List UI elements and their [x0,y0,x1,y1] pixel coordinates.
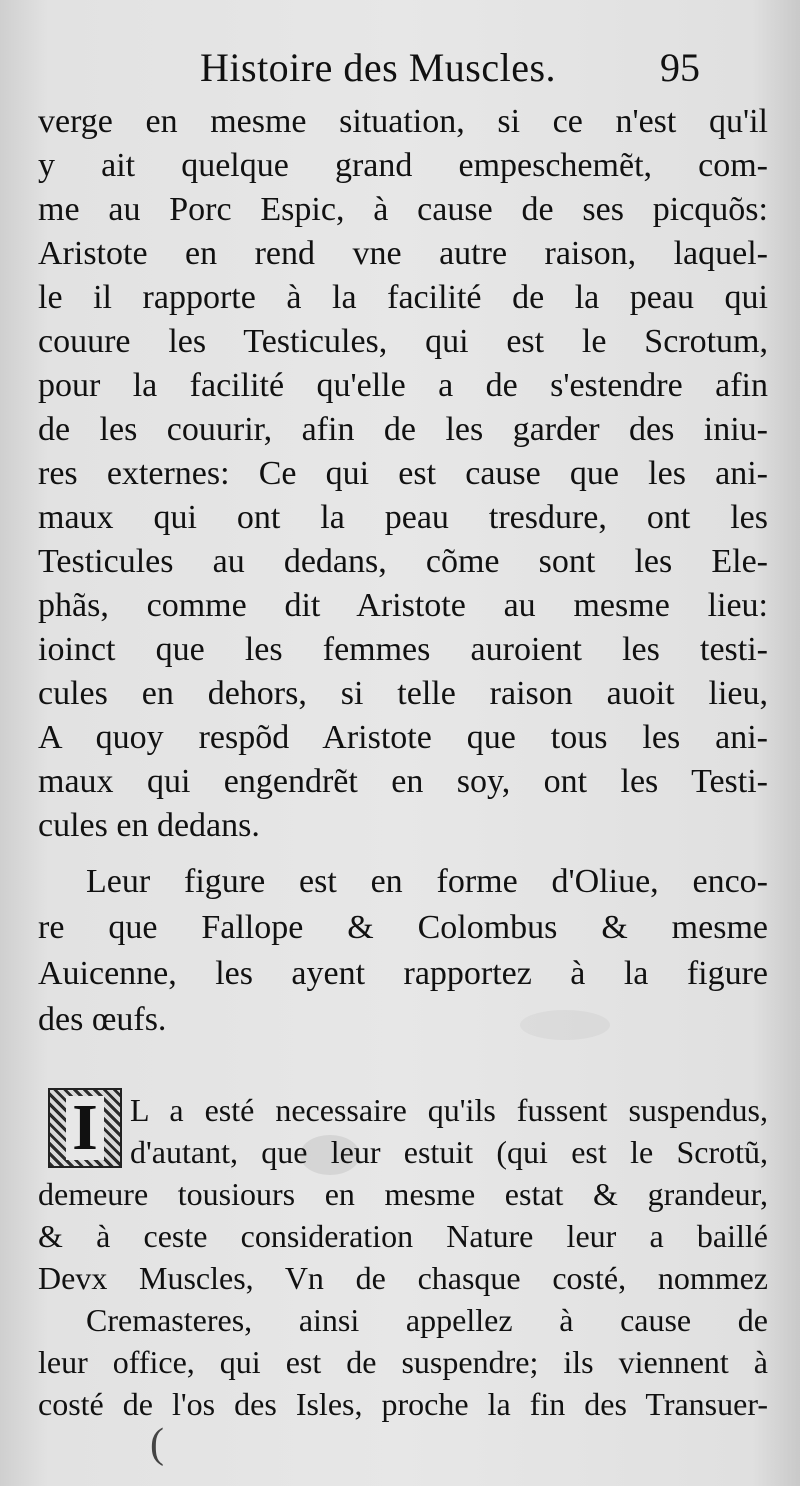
text-line: maux qui engendrẽt en soy, ont les Testi- [38,763,768,800]
text-line: leur office, qui est de suspendre; ils viennent à [38,1344,768,1380]
ornamental-drop-cap [48,1088,122,1168]
drop-cap-letter: I [66,1096,104,1160]
text-line: Auicenne, les ayent rapportez à la figure [38,955,768,992]
text-line: couure les Testicules, qui est le Scrotum, [38,323,768,360]
text-line: Testicules au dedans, cõme sont les Ele- [38,543,768,580]
text-line: & à ceste consideration Nature leur a baillé [38,1218,768,1254]
text-line: L a esté necessaire qu'ils fussent suspendus, [130,1092,768,1128]
text-line: Devx Muscles, Vn de chasque costé, nommez [38,1260,768,1296]
text-line: demeure tousiours en mesme estat & grandeur, [38,1176,768,1212]
text-line: des œufs. [38,1001,167,1038]
text-line: y ait quelque grand empeschemẽt, com- [38,147,768,184]
text-line: Leur figure est en forme d'Oliue, enco- [86,863,768,900]
text-line: re que Fallope & Colombus & mesme [38,909,768,946]
text-line: cules en dedans. [38,807,260,844]
text-line: maux qui ont la peau tresdure, ont les [38,499,768,536]
text-line: phãs, comme dit Aristote au mesme lieu: [38,587,768,624]
text-line: pour la facilité qu'elle a de s'estendre afin [38,367,768,404]
text-line: res externes: Ce qui est cause que les ani- [38,455,768,492]
marginal-mark: ( [150,1421,164,1467]
text-line: A quoy respõd Aristote que tous les ani- [38,719,768,756]
text-line: de les couurir, afin de les garder des iniu- [38,411,768,448]
running-title: Histoire des Muscles. [200,45,557,90]
text-line: cules en dehors, si telle raison auoit lieu, [38,675,768,712]
text-line: verge en mesme situation, si ce n'est qu'il [38,103,768,140]
text-line: le il rapporte à la facilité de la peau qui [38,279,768,316]
page-number: 95 [660,45,700,90]
text-line: me au Porc Espic, à cause de ses picquõs: [38,191,768,228]
text-line: Cremasteres, ainsi appellez à cause de [86,1302,768,1338]
text-line: costé de l'os des Isles, proche la fin des Transuer- [38,1386,768,1422]
text-line: Aristote en rend vne autre raison, laquel- [38,235,768,272]
text-line: ioinct que les femmes auroient les testi- [38,631,768,668]
text-line: d'autant, que leur estuit (qui est le Scrotũ, [130,1134,768,1170]
running-header [0,44,800,102]
